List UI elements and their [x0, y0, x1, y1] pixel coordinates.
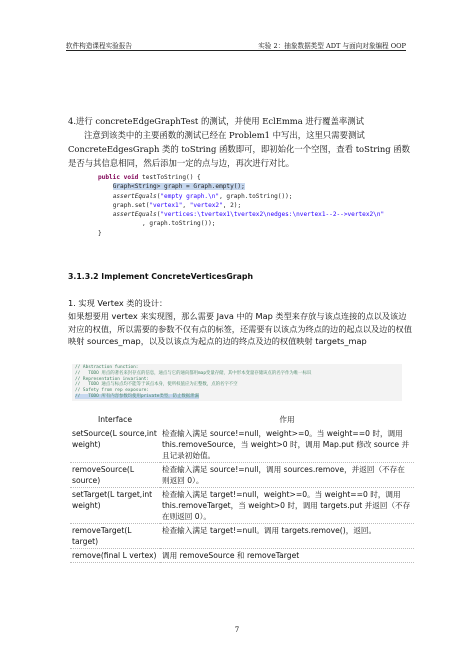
table-cell-desc: 检查输入满足 source!=null，weight>=0。当 weight==0 时，调用 this.removeSource，当 weight>0 时，调用 Map.put 修改 source 并且记录初始值。 — [160, 427, 414, 463]
code-l4-pre: graph.set( — [112, 201, 150, 209]
code-l5-str: "vertices:\tvertex1\tvertex2\nedges:\nvertex1--2-->vertex2\n" — [160, 211, 385, 219]
comment-l1: // Abstraction function: — [75, 365, 139, 370]
comment-block — [72, 364, 402, 401]
table-header — [70, 413, 414, 427]
table-cell-desc: 检查输入满足 source!=null，调用 sources.remove，并返回（不存在则返回 0）。 — [160, 463, 414, 488]
table-row — [70, 488, 414, 524]
comment-l3: // Representation invariant: — [75, 376, 150, 382]
table-row — [70, 463, 414, 488]
code-block: public void testToString() { Graph<String> graph = Graph.empty(); assertEquals("empty graph.\n", graph.toString()); graph.set("vertex1", "vertex2", 2); assertEquals("vertices:\tvertex1\tvertex2\nedges:\nvertex1--2-->vertex2\n" , graph.toString()); } — [98, 174, 385, 237]
code-l5-fn: assertEquals — [112, 211, 157, 219]
code-l3-fn: assertEquals — [112, 192, 157, 200]
table-cell-interface: remove(final L vertex) — [70, 549, 160, 563]
table-row — [70, 549, 414, 563]
comment-l4: // TODO 通点与标点均不能等于该点本身，使所权值应为正整数，点的名字不空 — [75, 382, 238, 388]
code-l4-rest: , 2); — [222, 201, 242, 209]
comment-l6: // TODO 所有内容参数均使用private类型，防止数据泄漏 — [75, 393, 199, 399]
header-rule — [66, 50, 406, 51]
comment-l2: // TODO 用点的著名来封存点的信息，通点与它的通向都用map变量存储，其中形本变量存储该点的名字作为唯一标识 — [75, 370, 312, 376]
comment-l5: // Safety from rep exposure: — [75, 388, 150, 394]
table-cell-interface: setTarget(L target,int weight) — [70, 488, 160, 524]
header-left: 软件构造课程实验报告 — [66, 42, 132, 50]
step4-body — [68, 128, 412, 170]
table-header-interface: Interface — [98, 415, 132, 424]
page-number: 7 — [234, 626, 240, 634]
vertex-section — [68, 297, 412, 348]
code-l3-str: "empty graph.\n" — [160, 192, 220, 200]
table-cell-desc: 检查输入满足 target!=null，weight>=0。当 weight==0 时，调用 this.removeTarget，当 weight>0 时，调用 targets.put 并返回（不存在则返回 0）。 — [160, 488, 414, 524]
table-row — [70, 427, 414, 463]
vertex-body: 如果想要用 vertex 来实现图，那么需要 Java 中的 Map 类型来存放与该点连接的点以及该边对应的权值，所以需要的参数不仅有点的标签，还需要有以该点为终点的边的起点以及边的权值映射 sources_map，以及以该点为起点的边的终点及边的权值映射 targets_map — [68, 310, 412, 347]
code-kw: public void — [98, 174, 139, 181]
header-right: 实验 2：抽象数据类型 ADT 与面向对象编程 OOP — [258, 42, 406, 50]
code-l3-rest: , graph.toString()); — [219, 192, 293, 200]
table-cell-desc: 调用 removeSource 和 removeTarget — [160, 549, 414, 563]
code-l7: } — [98, 229, 102, 237]
table-row — [70, 524, 414, 549]
interface-table — [70, 413, 414, 563]
table-header-purpose: 作用 — [279, 415, 295, 424]
code-l4-s2: "vertex2" — [189, 201, 223, 209]
table-cell-desc: 检查输入满足 target!=null。调用 targets.remove()，返回。 — [160, 524, 414, 549]
code-l2: Graph<String> graph = Graph.empty(); — [112, 183, 245, 191]
step4-title: 4.进行 concreteEdgeGraphTest 的测试，并使用 EclEmma 进行覆盖率测试 — [68, 116, 364, 126]
step4-body-text: 注意到该类中的主要函数的测试已经在 Problem1 中写出，这里只需要测试 ConcreteEdgesGraph 类的 toString 函数即可，即初始化一个空图，查看 toString 函数是否与其信息相同，然后添加一定的点与边，再次进行对比。 — [68, 130, 411, 168]
vertex-heading: 1. 实现 Vertex 类的设计： — [68, 298, 168, 308]
table-cell-interface: setSource(L source,int weight) — [70, 427, 160, 463]
code-l6: , graph.toString()); — [142, 220, 216, 228]
section-title: 3.1.3.2 Implement ConcreteVerticesGraph — [68, 272, 254, 281]
table-cell-interface: removeTarget(L target) — [70, 524, 160, 549]
code-l1: testToString() { — [138, 174, 201, 181]
table-cell-interface: removeSource(L source) — [70, 463, 160, 488]
code-l4-s1: "vertex1" — [149, 201, 183, 209]
